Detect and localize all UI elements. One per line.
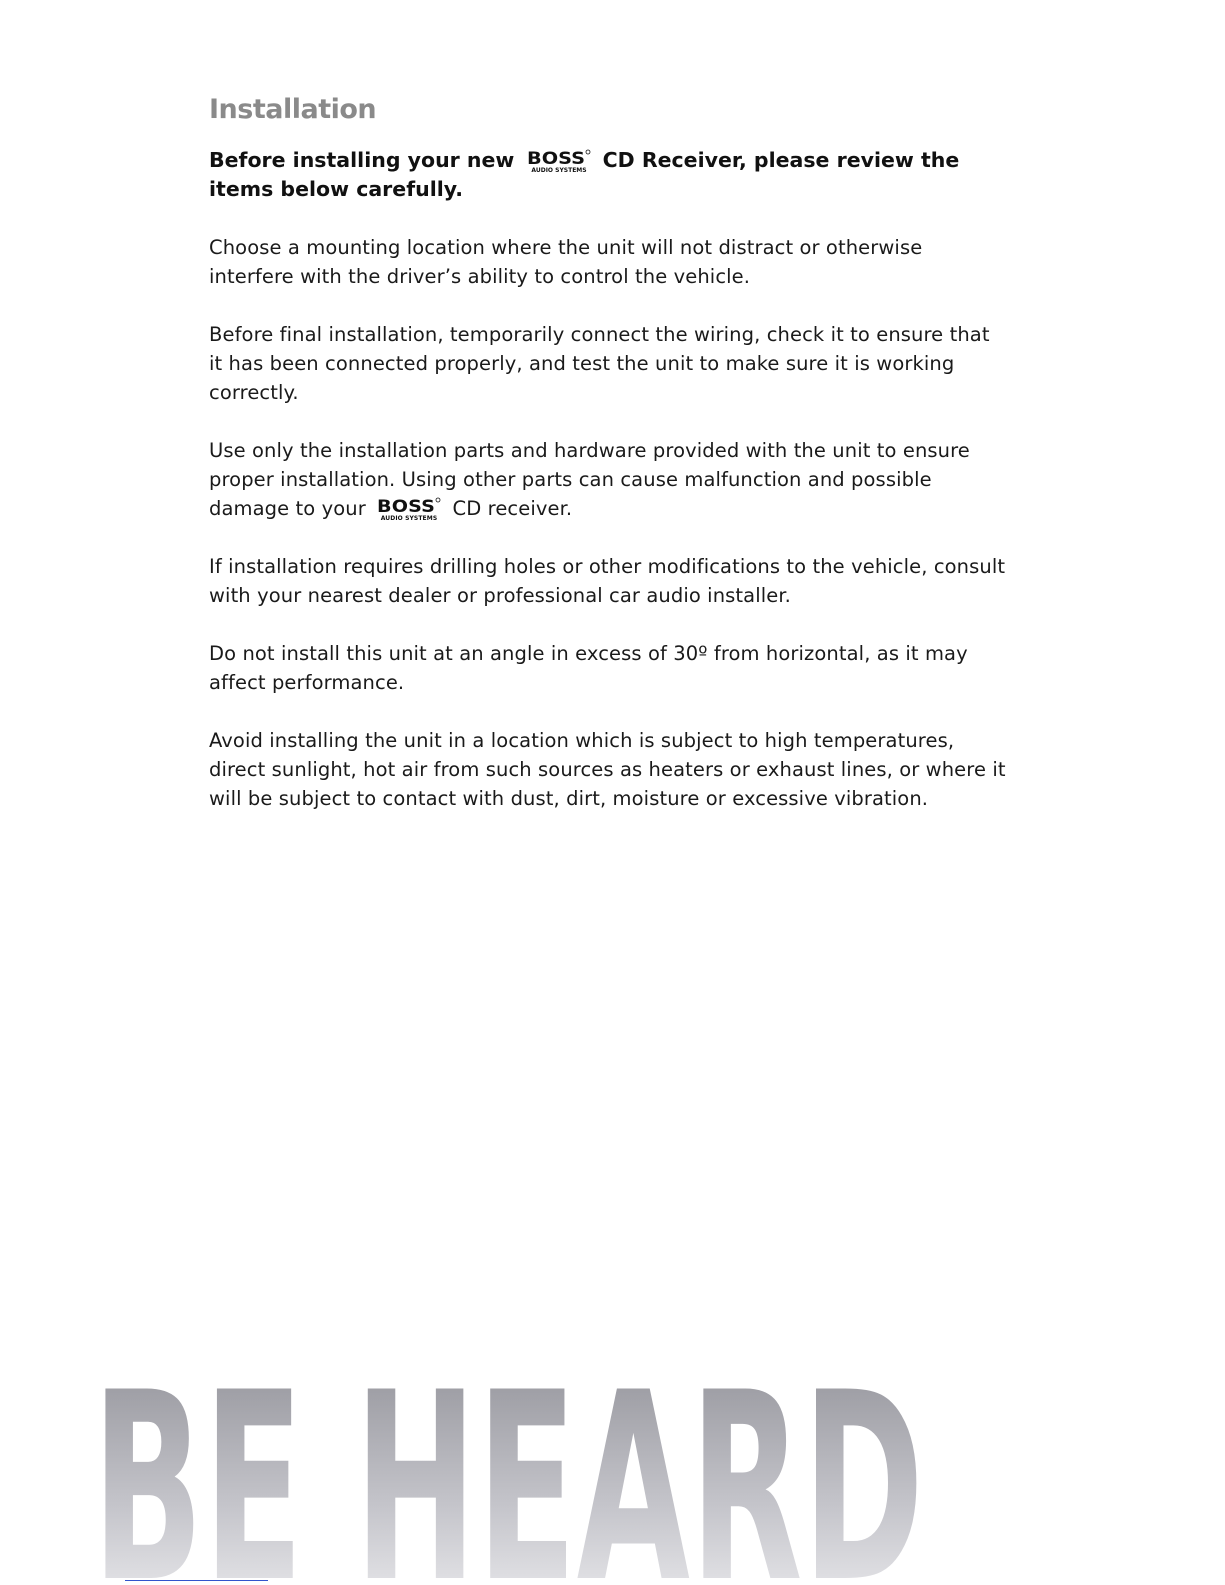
be-heard-text: BE HEARD (92, 1378, 925, 1578)
paragraph-mounting-angle: Do not install this unit at an angle in excess of 30º from horizontal, as it may affect performance. (209, 642, 968, 694)
intro-text (209, 146, 1009, 204)
paragraph-test-wiring: Before final installation, temporarily connect the wiring, check it to ensure that it has been connected properly, and test the unit to make sure it is working correctly. (209, 323, 990, 404)
paragraph-mounting-location: Choose a mounting location where the unit will not distract or otherwise interfere with the driver’s ability to control the vehicle. (209, 236, 923, 288)
bottom-divider (125, 1580, 268, 1581)
paragraph-avoid-conditions: Avoid installing the unit in a location which is subject to high temperatures, direct sunlight, hot air from such sources as heaters or exhaust lines, or where it will be subject to contact with dust, dirt, moisture or excessive vibration. (209, 729, 1006, 810)
svg-text:AUDIO SYSTEMS: AUDIO SYSTEMS (380, 515, 438, 521)
svg-text:BOSS: BOSS (377, 497, 436, 517)
paragraph-installation-parts-after: CD receiver. (452, 497, 573, 520)
svg-text:AUDIO SYSTEMS: AUDIO SYSTEMS (530, 167, 587, 173)
be-heard-banner (92, 1378, 932, 1578)
svg-text:BOSS: BOSS (526, 149, 585, 169)
paragraph-installation-parts (209, 436, 1009, 523)
installation-section (209, 92, 1009, 813)
paragraph-modifications: If installation requires drilling holes or other modifications to the vehicle, consult with your nearest dealer or professional car audio installer. (209, 555, 1006, 607)
boss-logo-icon (376, 497, 442, 521)
intro-text-after: CD Receiver, please review the items below carefully. (209, 148, 960, 201)
boss-logo-icon (526, 149, 592, 173)
paragraph-installation-parts-before: Use only the installation parts and hardware provided with the unit to ensure proper installation. Using other parts can cause malfunction and possible damage to your (209, 439, 970, 520)
intro-text-before: Before installing your new (209, 148, 515, 172)
page-title: Installation (209, 94, 377, 125)
